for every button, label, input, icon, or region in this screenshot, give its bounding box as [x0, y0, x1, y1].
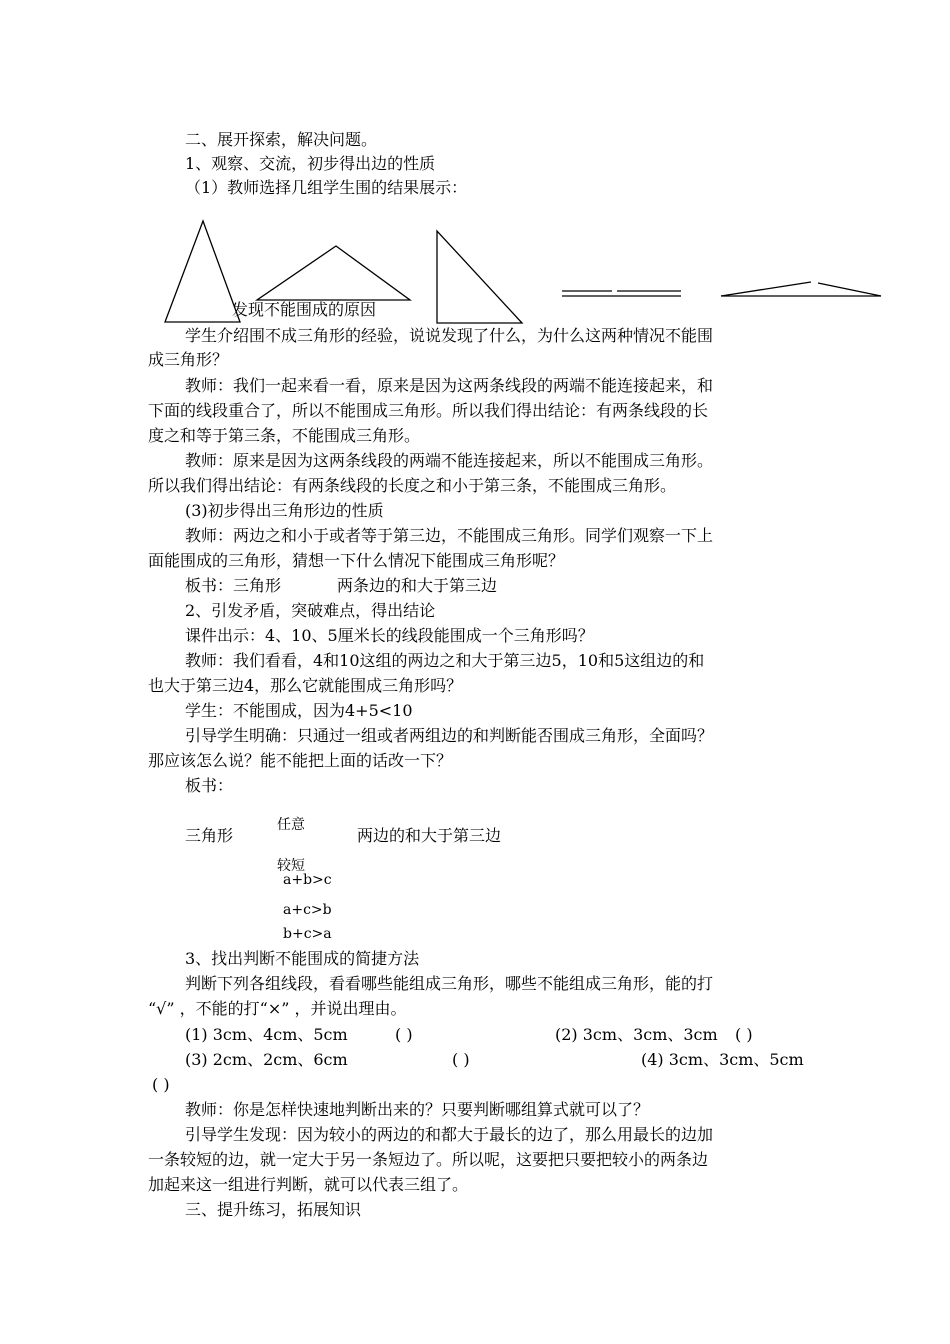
paragraph-line: 引导学生明确：只通过一组或者两组边的和判断能否围成三角形，全面吗？: [185, 726, 714, 745]
paragraph-line: 下面的线段重合了，所以不能围成三角形。所以我们得出结论：有两条线段的长: [148, 401, 709, 420]
subsection-heading-3: 3、找出判断不能围成的简捷方法: [185, 949, 420, 968]
paragraph-line: “√” ，不能的打“×” ，并说出理由。: [148, 999, 407, 1018]
formula-clip: [283, 872, 363, 889]
board-writing-label: 板书：三角形: [185, 576, 282, 595]
answer-blank[interactable]: ( ): [152, 1075, 170, 1094]
figure-caption: 发现不能围成的原因: [232, 300, 377, 319]
paragraph-line: 判断下列各组线段，看看哪些能组成三角形，哪些不能组成三角形，能的打: [185, 974, 714, 993]
answer-blank[interactable]: ( ): [452, 1050, 470, 1069]
board-right-text: 两边的和大于第三边: [357, 826, 502, 845]
paragraph-line: （1）教师选择几组学生围的结果展示：: [185, 178, 468, 197]
paragraph-line: 加起来这一组进行判断，就可以代表三组了。: [148, 1175, 469, 1194]
paragraph-line: 面能围成的三角形，猜想一下什么情况下能围成三角形呢？: [148, 551, 565, 570]
board-left-text: 三角形: [185, 826, 234, 845]
paragraph-line: 课件出示：4、10、5厘米长的线段能围成一个三角形吗？: [185, 626, 594, 645]
paragraph-line: 度之和等于第三条，不能围成三角形。: [148, 426, 421, 445]
question-item: (4) 3cm、3cm、5cm: [641, 1050, 804, 1069]
paragraph-line: 学生：不能围成，因为4+5<10: [185, 701, 413, 720]
formula-line: b+c>a: [283, 926, 332, 942]
answer-blank[interactable]: ( ): [395, 1025, 413, 1044]
obtuse-triangle-figure: [257, 246, 410, 300]
section-heading-2: 二、展开探索，解决问题。: [185, 130, 378, 149]
short-segments-figure: [721, 282, 881, 296]
board-writing-label: 板书：: [185, 776, 234, 795]
paragraph-line: 引导学生发现：因为较小的两边的和都大于最长的边了，那么用最长的边加: [185, 1125, 714, 1144]
right-triangle-figure: [437, 231, 522, 323]
paragraph-line: 教师：我们一起来看一看，原来是因为这两条线段的两端不能连接起来，和: [185, 376, 714, 395]
paragraph-line: 所以我们得出结论：有两条线段的长度之和小于第三条，不能围成三角形。: [148, 476, 677, 495]
question-item: (1) 3cm、4cm、5cm: [185, 1025, 348, 1044]
paragraph-line: 教师：两边之和小于或者等于第三边，不能围成三角形。同学们观察一下上: [185, 526, 714, 545]
paragraph-line: 教师：原来是因为这两条线段的两端不能连接起来，所以不能围成三角形。: [185, 451, 714, 470]
paragraph-line: 一条较短的边，就一定大于另一条短边了。所以呢，这要把只要把较小的两条边: [148, 1150, 709, 1169]
board-writing-text: 两条边的和大于第三边: [337, 576, 498, 595]
paragraph-line: 教师：我们看看，4和10这组的两边之和大于第三边5，10和5这组边的和: [185, 651, 705, 670]
student-triangle-figures: [0, 0, 950, 340]
board-option-any: 任意: [277, 817, 305, 833]
paragraph-line: 教师：你是怎样快速地判断出来的？只要判断哪组算式就可以了？: [185, 1100, 650, 1119]
subsection-heading: (3)初步得出三角形边的性质: [185, 501, 384, 520]
section-heading-3: 三、提升练习，拓展知识: [185, 1200, 362, 1219]
acute-triangle-figure: [165, 221, 240, 322]
board-option-shorter: 较短: [277, 858, 305, 874]
question-item: (2) 3cm、3cm、3cm: [555, 1025, 718, 1044]
paragraph-line: 也大于第三边4，那么它就能围成三角形吗？: [148, 676, 463, 695]
formula-partial: a+b>c: [283, 872, 332, 888]
formula-line: a+c>b: [283, 902, 332, 918]
question-item: (3) 2cm、2cm、6cm: [185, 1050, 348, 1069]
collinear-segments-figure: [562, 291, 681, 296]
subsection-heading-2: 2、引发矛盾，突破难点，得出结论: [185, 601, 436, 620]
paragraph-line: 学生介绍围不成三角形的经验，说说发现了什么，为什么这两种情况不能围: [185, 326, 714, 345]
answer-blank[interactable]: ( ): [735, 1025, 753, 1044]
subsection-heading-1: 1、观察、交流，初步得出边的性质: [185, 154, 436, 173]
paragraph-line: 成三角形？: [148, 350, 229, 369]
paragraph-line: 那应该怎么说？能不能把上面的话改一下？: [148, 751, 453, 770]
